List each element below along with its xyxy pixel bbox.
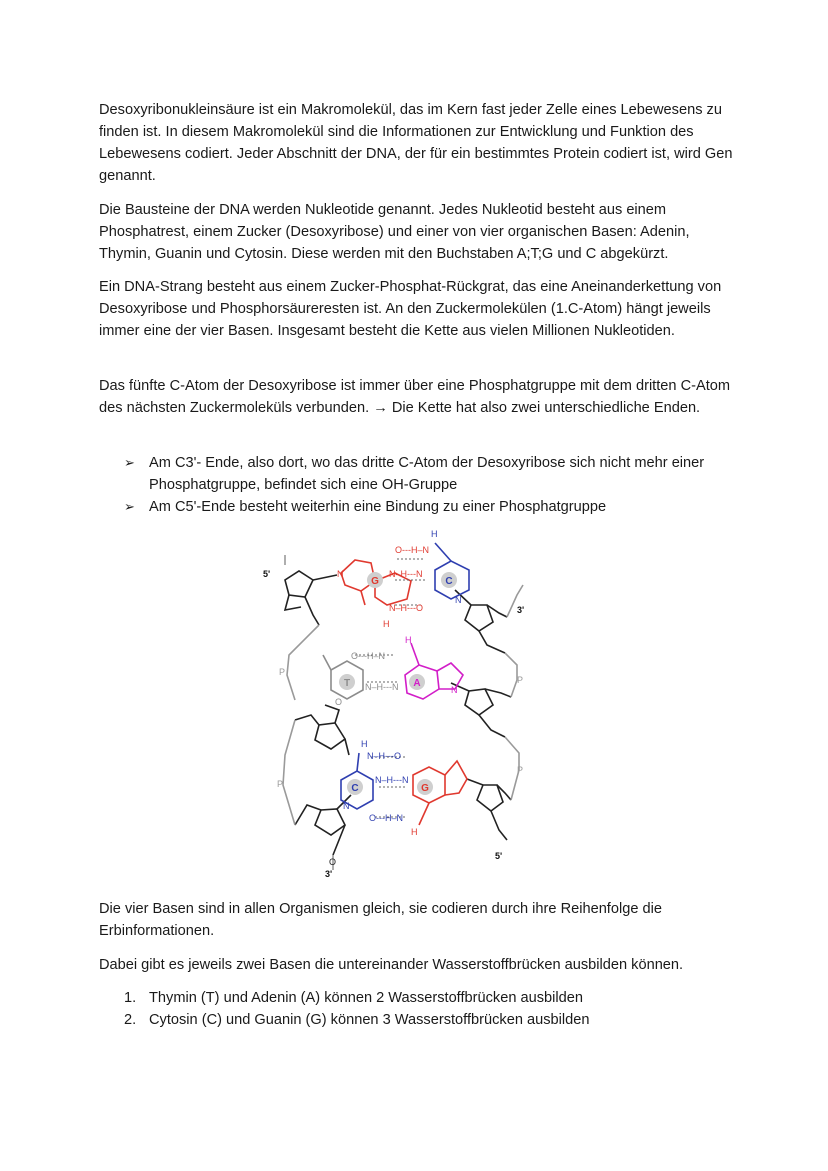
list-number: 2. <box>124 1012 137 1028</box>
ends-bullet-list <box>124 452 736 518</box>
base-label-c-top: C <box>445 576 453 587</box>
hbond-label-top-2: N–H---N <box>389 569 423 579</box>
atom-o-thymine: O <box>335 697 343 707</box>
hbond-label-mid-1: O---H–N <box>351 651 385 661</box>
label-five-prime-top: 5' <box>263 569 271 579</box>
list-text: Cytosin (C) und Guanin (G) können 3 Wasserstoffbrücken ausbilden <box>149 1012 590 1028</box>
paragraph-dna-intro: Desoxyribonukleinsäure ist ein Makromolekül, das im Kern fast jeder Zelle eines Lebewesens zu finden ist. In diesem Makromolekül sind die Informationen zur Entwicklung und Funktion des Lebewesens codiert. Jeder Abschnitt der DNA, der für ein bestimmtes Protein codiert ist, wird Gen genannt. <box>99 102 733 184</box>
paragraph-c-atom-link: Das fünfte C-Atom der Desoxyribose ist immer über eine Phosphatgruppe mit dem dritten C-Atom des nächsten Zuckermoleküls verbunden. → Die Kette hat also zwei unterschiedliche Enden. <box>99 378 731 416</box>
atom-o-bottom: O <box>329 857 337 867</box>
label-five-prime-bottom: 5' <box>495 851 503 861</box>
atom-h-top: H <box>431 529 438 539</box>
cytosine-top <box>435 543 469 599</box>
atom-n-adenine: N <box>451 685 458 695</box>
bullet-text: Am C3'- Ende, also dort, wo das dritte C-Atom der Desoxyribose sich nicht mehr einer Phosphatgruppe, befindet sich eine OH-Gruppe <box>149 455 705 493</box>
paragraph-base-pairing: Dabei gibt es jeweils zwei Basen die untereinander Wasserstoffbrücken ausbilden können. <box>99 957 684 973</box>
paragraph-bases-universal: Die vier Basen sind in allen Organismen gleich, sie codieren durch ihre Reihenfolge die Erbinformationen. <box>99 901 662 939</box>
hbond-label-bottom-3: O---H–N <box>369 813 403 823</box>
bullet-item-c5-end <box>124 496 736 518</box>
bullet-arrow-icon: ➢ <box>124 455 135 470</box>
atom-n-guanine-top: N <box>337 569 344 579</box>
list-text: Thymin (T) und Adenin (A) können 2 Wasserstoffbrücken ausbilden <box>149 990 583 1006</box>
atom-h-cytosine-bottom: H <box>361 739 368 749</box>
left-backbone <box>285 571 351 855</box>
hbond-label-top-1: O---H–N <box>395 545 429 555</box>
label-three-prime-right: 3' <box>517 605 525 615</box>
numbered-item-c-g <box>124 1009 736 1031</box>
hbond-label-mid-2: N–H---N <box>365 682 399 692</box>
atom-n-cytosine-top: N <box>455 595 462 605</box>
bullet-arrow-icon: ➢ <box>124 499 135 514</box>
base-label-g-top: G <box>371 576 379 587</box>
atom-h-guanine-top: H <box>383 619 390 629</box>
atom-p-right-2: P <box>517 765 524 775</box>
atom-p-left-2: P <box>277 779 284 789</box>
atom-n-cytosine-bottom: N <box>343 801 350 811</box>
atom-p-right-1: P <box>517 675 524 685</box>
list-number: 1. <box>124 990 137 1006</box>
atom-p-left-1: P <box>279 667 286 677</box>
hbond-label-bottom-2: N–H---N <box>375 775 409 785</box>
paragraph-backbone: Ein DNA-Strang besteht aus einem Zucker-Phosphat-Rückgrat, das eine Aneinanderkettung von Desoxyribose und Phosphorsäureresten ist. An den Zuckermolekülen (1.C-Atom) hängt jeweils immer eine der vier Basen. Insgesamt besteht die Kette aus vielen Millionen Nukleotiden. <box>99 279 722 339</box>
base-label-c-bottom: C <box>351 783 359 794</box>
dna-structure-diagram <box>255 525 555 880</box>
label-three-prime-bottom: 3' <box>325 869 333 879</box>
atom-h-guanine-bottom: H <box>411 827 418 837</box>
paragraph-nucleotides: Die Bausteine der DNA werden Nukleotide genannt. Jedes Nukleotid besteht aus einem Phosphatrest, einem Zucker (Desoxyribose) und einer von vier organischen Basen: Adenin, Thymin, Guanin und Cytosin. Diese werden mit den Buchstaben A;T;G und C abgekürzt. <box>99 202 690 262</box>
hbond-label-top-3: N–H---O <box>389 603 423 613</box>
hbond-label-bottom-1: N–H---O <box>367 751 401 761</box>
base-label-t: T <box>343 678 351 689</box>
numbered-item-t-a <box>124 987 736 1009</box>
bullet-text: Am C5'-Ende besteht weiterhin eine Bindung zu einer Phosphatgruppe <box>149 499 607 515</box>
bullet-item-c3-end <box>124 452 736 496</box>
dna-structure-figure <box>255 525 555 880</box>
base-label-a: A <box>413 678 421 689</box>
atom-h-adenine: H <box>405 635 412 645</box>
base-pair-numbered-list <box>124 987 736 1031</box>
right-backbone <box>451 590 511 840</box>
base-label-g-bottom: G <box>421 783 429 794</box>
